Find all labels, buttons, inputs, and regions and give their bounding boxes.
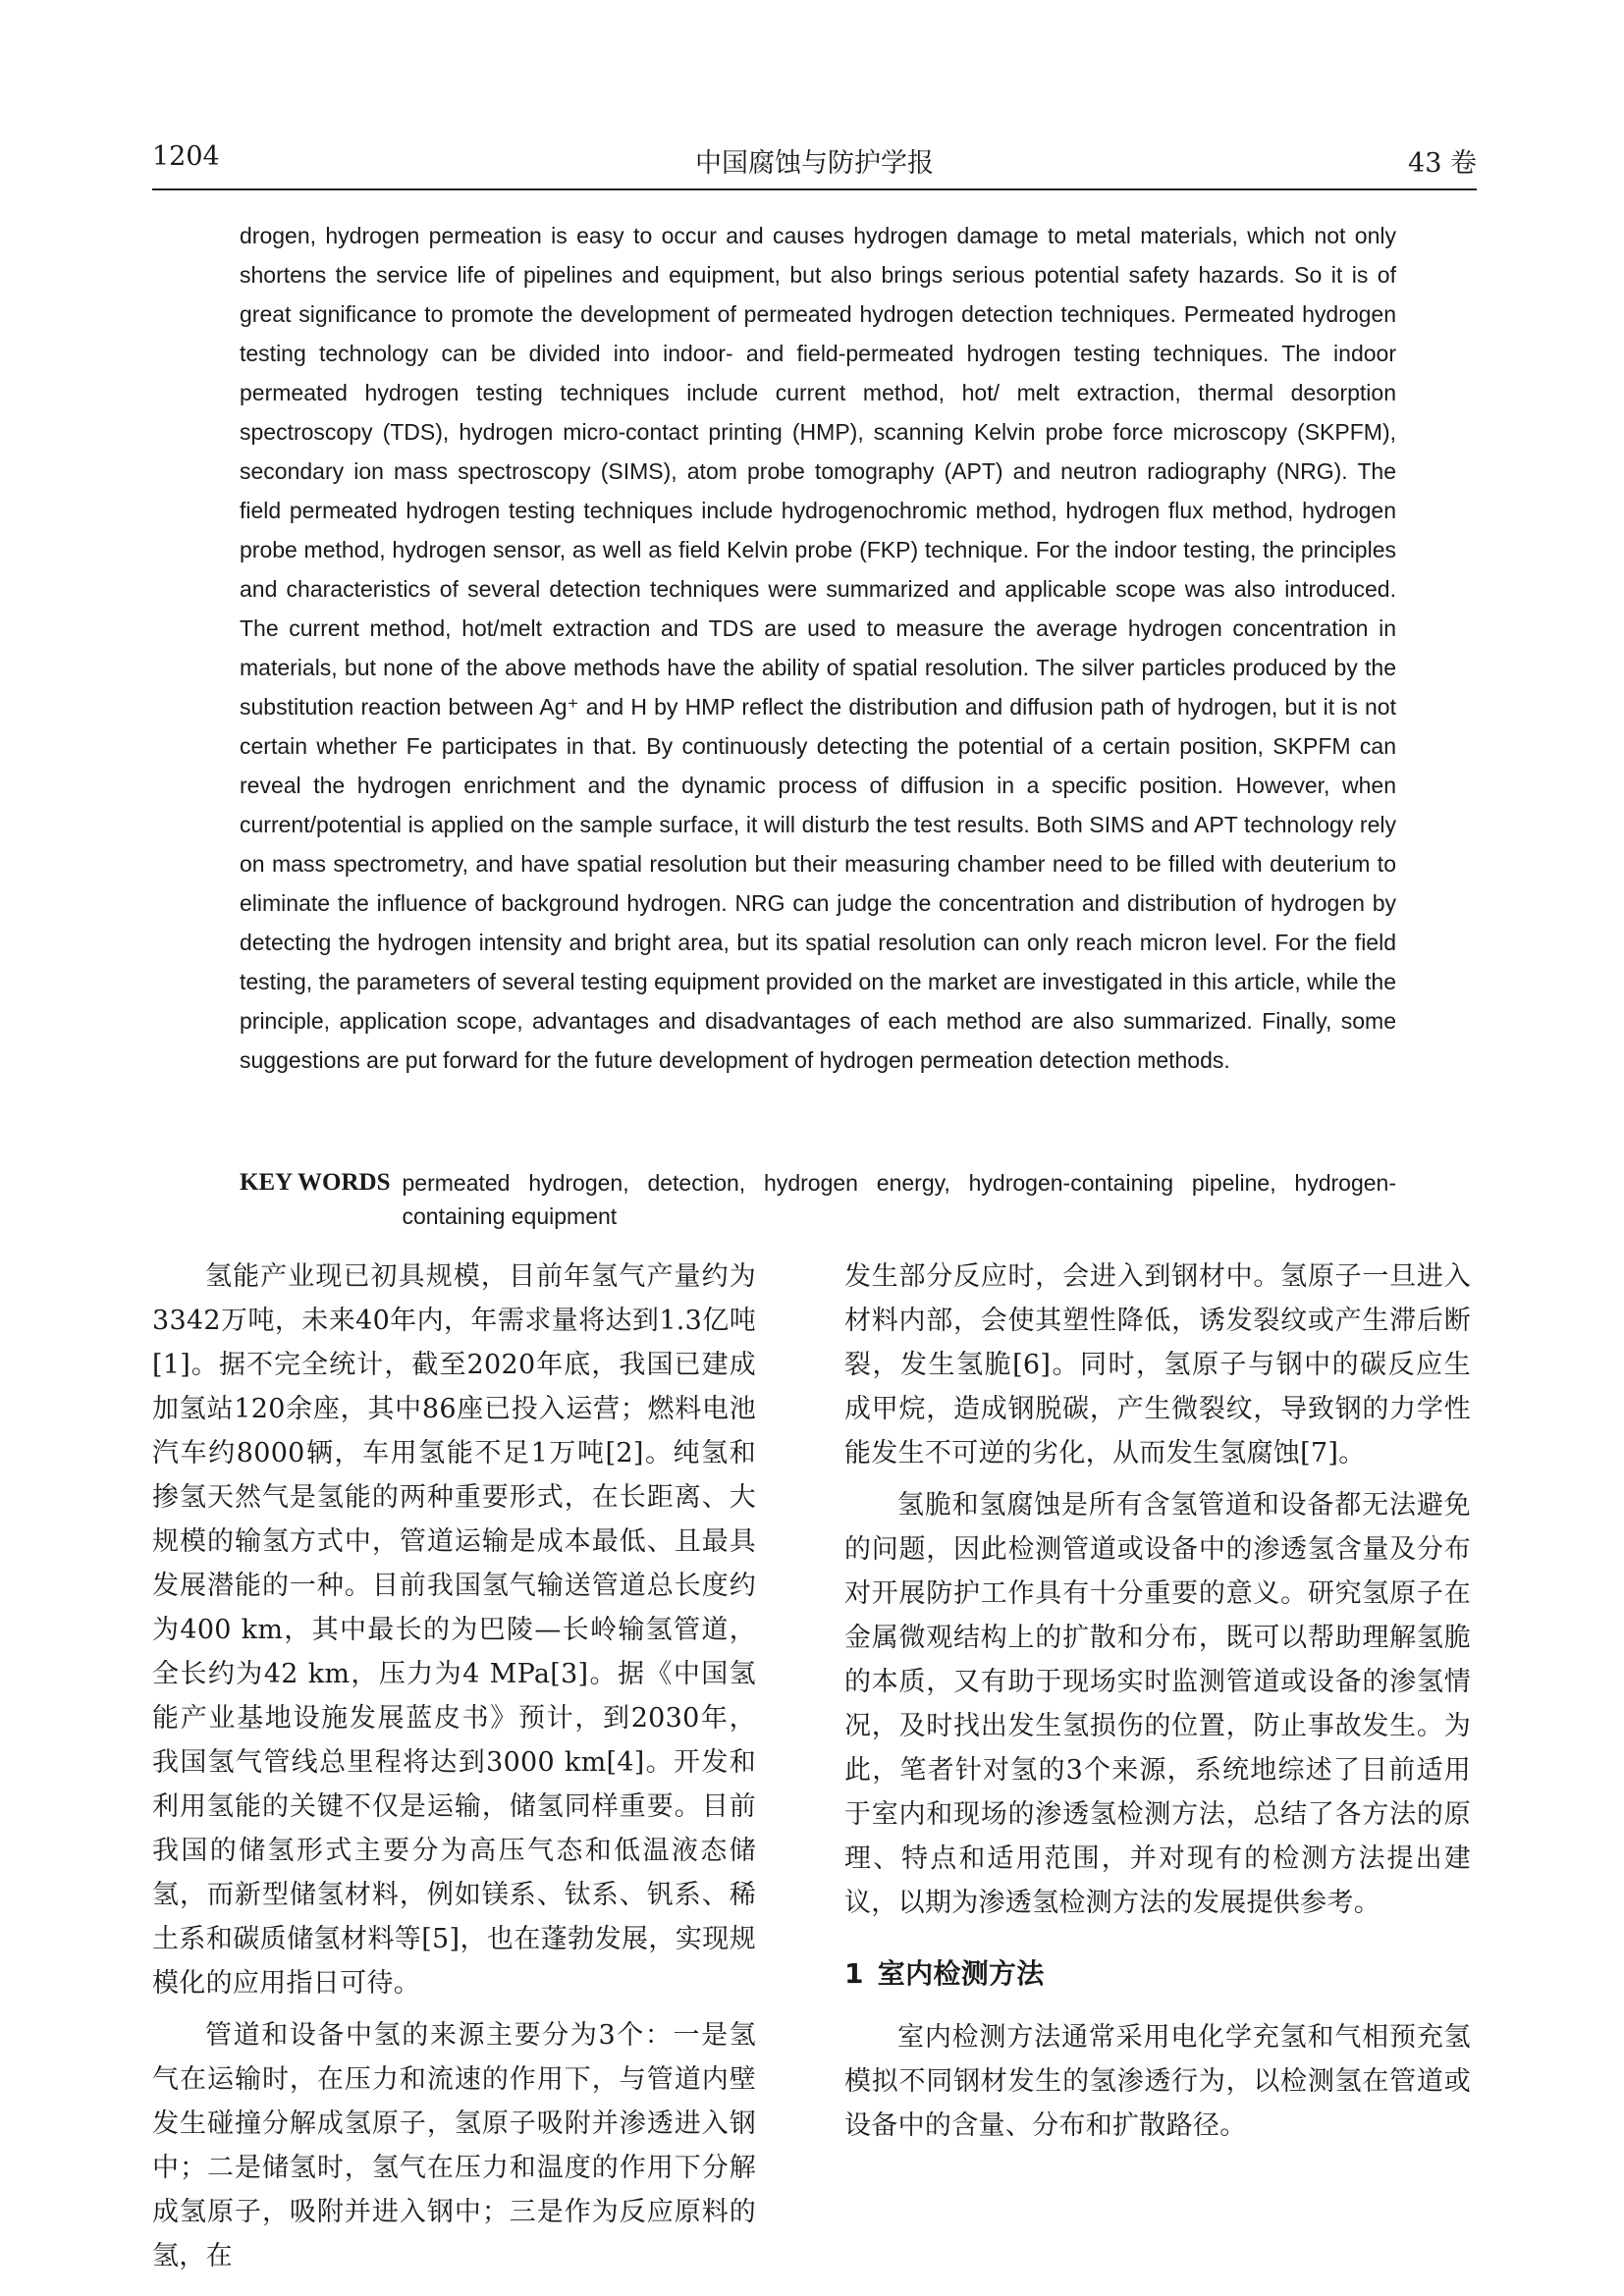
keywords-label: KEY WORDS xyxy=(240,1169,391,1196)
section-title: 室内检测方法 xyxy=(877,1957,1045,1990)
english-abstract xyxy=(240,216,1396,1080)
body-paragraph: 氢能产业现已初具规模，目前年氢气产量约为3342万吨，未来40年内，年需求量将达到1.3亿吨[1]。据不完全统计，截至2020年底，我国已建成加氢站120余座，其中86座已投入运营；燃料电池汽车约8000辆，车用氢能不足1万吨[2]。纯氢和掺氢天然气是氢能的两种重要形式，在长距离、大规模的输氢方式中，管道运输是成本最低、且最具发展潜能的一种。目前我国氢气输送管道总长度约为400 km，其中最长的为巴陵—长岭输氢管道，全长约为42 km，压力为4 MPa[3]。据《中国氢能产业基地设施发展蓝皮书》预计，到2030年，我国氢气管线总里程将达到3000 km[4]。开发和利用氢能的关键不仅是运输，储氢同样重要。目前我国的储氢形式主要分为高压气态和低温液态储氢，而新型储氢材料，例如镁系、钛系、钒系、稀土系和碳质储氢材料等[5]，也在蓬勃发展，实现规模化的应用指日可待。 xyxy=(152,1261,756,1999)
body-paragraph: 室内检测方法通常采用电化学充氢和气相预充氢模拟不同钢材发生的氢渗透行为，以检测氢在管道或设备中的含量、分布和扩散路径。 xyxy=(844,2022,1471,2141)
page-number: 1204 xyxy=(152,141,220,172)
body-paragraph: 管道和设备中氢的来源主要分为3个：一是氢气在运输时，在压力和流速的作用下，与管道内壁发生碰撞分解成氢原子，氢原子吸附并渗透进入钢中；二是储氢时，氢气在压力和温度的作用下分解成氢原子，吸附并进入钢中；三是作为反应原料的氢，在 xyxy=(152,2020,756,2271)
keywords-block xyxy=(240,1166,1396,1233)
section-heading xyxy=(844,1954,1471,1994)
body-paragraph: 氢脆和氢腐蚀是所有含氢管道和设备都无法避免的问题，因此检测管道或设备中的渗透氢含量及分布对开展防护工作具有十分重要的意义。研究氢原子在金属微观结构上的扩散和分布，既可以帮助理解氢脆的本质，又有助于现场实时监测管道或设备的渗氢情况，及时找出发生氢损伤的位置，防止事故发生。为此，笔者针对氢的3个来源，系统地综述了目前适用于室内和现场的渗透氢检测方法，总结了各方法的原理、特点和适用范围，并对现有的检测方法提出建议，以期为渗透氢检测方法的发展提供参考。 xyxy=(844,1490,1471,1918)
right-column xyxy=(844,1255,1471,2148)
journal-title: 中国腐蚀与防护学报 xyxy=(695,148,934,179)
left-column xyxy=(152,1255,756,2278)
abstract-text: drogen, hydrogen permeation is easy to occur and causes hydrogen damage to metal materials, which not only shortens the service life of pipelines and equipment, but also brings serious potential safety hazards. So it is of great significance to promote the development of permeated hydrogen detection techniques. Permeated hydrogen testing technology can be divided into indoor- and field-permeated hydrogen testing techniques. The indoor permeated hydrogen testing techniques include current method, hot/ melt extraction, thermal desorption spectroscopy (TDS), hydrogen micro-contact printing (HMP), scanning Kelvin probe force microscopy (SKPFM), secondary ion mass spectroscopy (SIMS), atom probe tomography (APT) and neutron radiography (NRG). The field permeated hydrogen testing techniques include hydrogenochromic method, hydrogen flux method, hydrogen probe method, hydrogen sensor, as well as field Kelvin probe (FKP) technique. For the indoor testing, the principles and characteristics of several detection techniques were summarized and applicable scope was also introduced. The current method, hot/melt extraction and TDS are used to measure the average hydrogen concentration in materials, but none of the above methods have the ability of spatial resolution. The silver particles produced by the substitution reaction between Ag⁺ and H by HMP reflect the distribution and diffusion path of hydrogen, but it is not certain whether Fe participates in that. By continuously detecting the potential of a certain position, SKPFM can reveal the hydrogen enrichment and the dynamic process of diffusion in a specific position. However, when current/potential is applied on the sample surface, it will disturb the test results. Both SIMS and APT technology rely on mass spectrometry, and have spatial resolution but their measuring chamber need to be filled with deuterium to eliminate the influence of background hydrogen. NRG can judge the concentration and distribution of hydrogen by detecting the hydrogen intensity and bright area, but its spatial resolution can only reach micron level. For the field testing, the parameters of several testing equipment provided on the market are investigated in this article, while the principle, application scope, advantages and disadvantages of each method are also summarized. Finally, some suggestions are put forward for the future development of hydrogen permeation detection methods. xyxy=(240,223,1396,1073)
volume-label: 43 卷 xyxy=(1408,148,1477,179)
keywords-text: permeated hydrogen, detection, hydrogen energy, hydrogen-containing pipeline, hydrogen-containing equipment xyxy=(402,1170,1396,1229)
running-header xyxy=(152,137,1477,190)
body-paragraph: 发生部分反应时，会进入到钢材中。氢原子一旦进入材料内部，会使其塑性降低，诱发裂纹或产生滞后断裂，发生氢脆[6]。同时，氢原子与钢中的碳反应生成甲烷，造成钢脱碳，产生微裂纹，导致钢的力学性能发生不可逆的劣化，从而发生氢腐蚀[7]。 xyxy=(844,1261,1471,1468)
section-number: 1 xyxy=(844,1957,864,1990)
